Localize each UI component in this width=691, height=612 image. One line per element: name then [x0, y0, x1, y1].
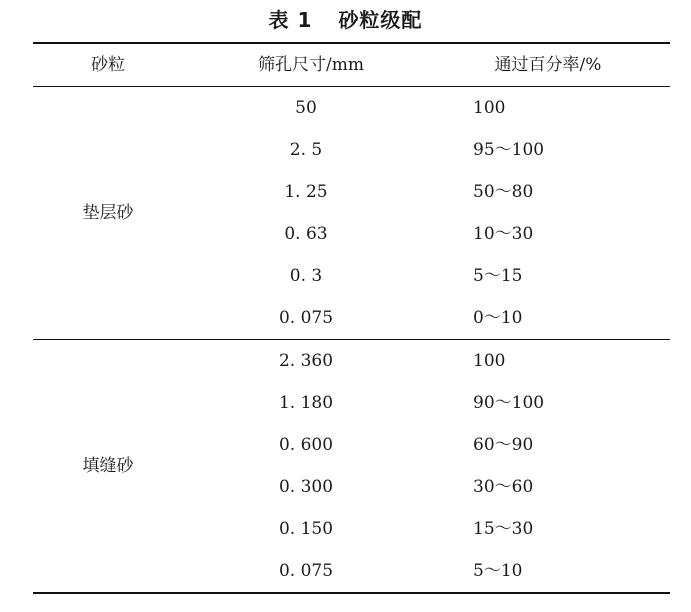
table-row: [33, 466, 670, 508]
header-sieve-size: 筛孔尺寸/mm: [258, 55, 364, 75]
header-pass-rate: 通过百分率/%: [494, 55, 602, 75]
table-row: [33, 424, 670, 466]
sieve-cell: 0. 3: [289, 266, 323, 286]
table-row: [33, 508, 670, 550]
sieve-cell: 0. 63: [284, 224, 328, 244]
table-row: [33, 297, 670, 339]
header-row: [33, 44, 670, 86]
header-sand: 砂粒: [91, 55, 125, 75]
pass-cell: 10～30: [473, 224, 534, 244]
pass-cell: 5～10: [473, 561, 523, 581]
sieve-cell: 0. 150: [278, 519, 334, 539]
table-caption: [0, 4, 691, 36]
group-label-cushion-sand: 垫层砂: [82, 203, 134, 223]
table-row: [33, 87, 670, 129]
table-row: [33, 129, 670, 171]
sieve-cell: 50: [295, 98, 317, 118]
pass-cell: 50～80: [473, 182, 534, 202]
sieve-cell: 0. 300: [278, 477, 334, 497]
sieve-cell: 2. 5: [289, 140, 323, 160]
table-title: 砂粒级配: [338, 8, 423, 32]
table-row: [33, 382, 670, 424]
sieve-cell: 0. 075: [278, 308, 334, 328]
table-row: [33, 340, 670, 382]
pass-cell: 95～100: [473, 140, 545, 160]
pass-cell: 100: [473, 351, 506, 371]
pass-cell: 5～15: [473, 266, 523, 286]
table-number: 表 1: [268, 8, 313, 32]
sieve-cell: 2. 360: [278, 351, 334, 371]
group-label-joint-sand: 填缝砂: [82, 456, 134, 476]
sieve-cell: 0. 075: [278, 561, 334, 581]
pass-cell: 30～60: [473, 477, 534, 497]
table-row: [33, 213, 670, 255]
sieve-cell: 0. 600: [278, 435, 334, 455]
table-row: [33, 550, 670, 592]
group-joint-sand: [33, 340, 670, 592]
pass-cell: 90～100: [473, 393, 545, 413]
table-row: [33, 255, 670, 297]
sieve-cell: 1. 25: [284, 182, 328, 202]
pass-cell: 100: [473, 98, 506, 118]
bottom-rule: [33, 592, 670, 594]
sieve-cell: 1. 180: [278, 393, 334, 413]
pass-cell: 15～30: [473, 519, 534, 539]
pass-cell: 0～10: [473, 308, 523, 328]
group-cushion-sand: [33, 87, 670, 339]
pass-cell: 60～90: [473, 435, 534, 455]
gradation-table: [33, 42, 670, 594]
table-row: [33, 171, 670, 213]
